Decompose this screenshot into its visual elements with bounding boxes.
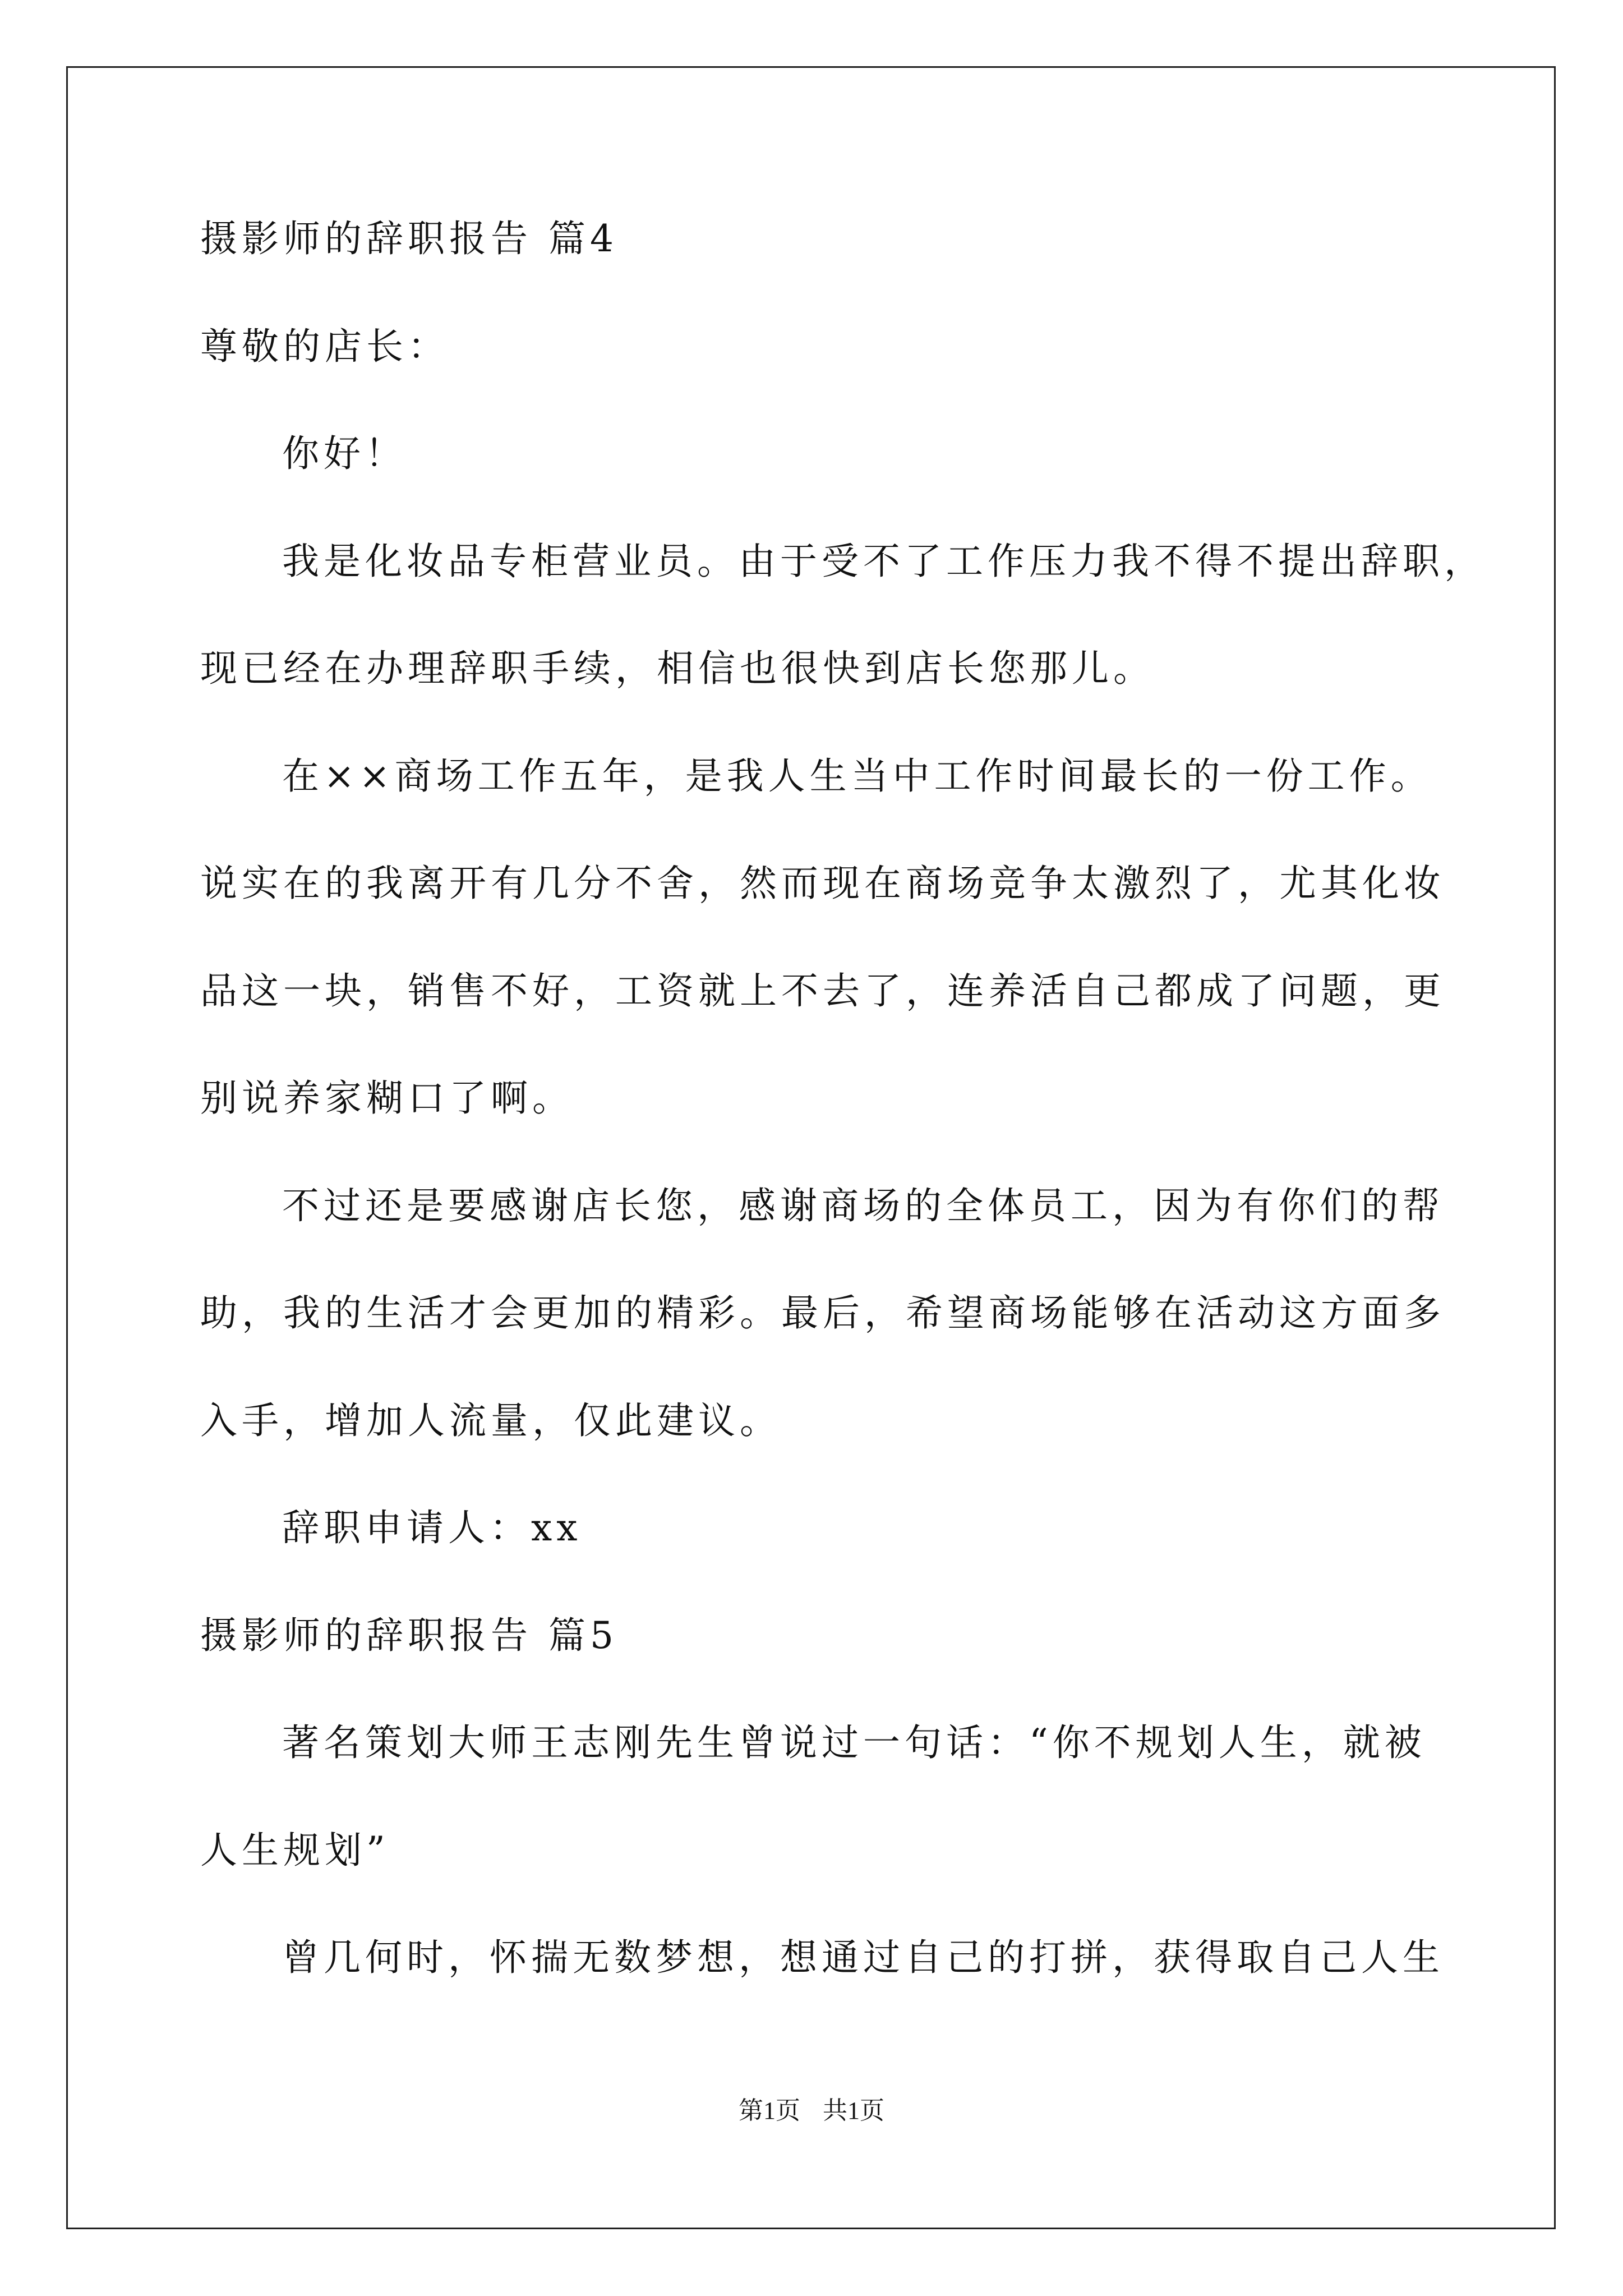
- salutation: 尊敬的店长：: [200, 324, 449, 368]
- page-footer: [0, 2094, 1623, 2128]
- body-line: 著名策划大师王志刚先生曾说过一句话：“你不规划人生，就被: [282, 1721, 1426, 1764]
- signature-line: 辞职申请人：xx: [282, 1506, 582, 1549]
- body-line: 在××商场工作五年，是我人生当中工作时间最长的一份工作。: [282, 754, 1432, 798]
- body-line: 现已经在办理辞职手续，相信也很快到店长您那儿。: [200, 647, 1155, 690]
- body-line: 品这一块，销售不好，工资就上不去了，连养活自己都成了问题，更: [200, 969, 1445, 1013]
- body-line: 说实在的我离开有几分不舍，然而现在商场竞争太激烈了，尤其化妆: [200, 862, 1445, 905]
- body-line: 人生规划”: [200, 1828, 390, 1872]
- body-line: 入手，增加人流量，仅此建议。: [200, 1398, 781, 1442]
- body-line: 我是化妆品专柜营业员。由于受不了工作压力我不得不提出辞职，: [282, 539, 1486, 583]
- body-line: 曾几何时，怀揣无数梦想，想通过自己的打拼，获得取自己人生: [282, 1936, 1444, 1979]
- section-heading-4: 摄影师的辞职报告 篇4: [200, 217, 618, 260]
- body-line: 别说养家糊口了啊。: [200, 1076, 574, 1120]
- section-heading-5: 摄影师的辞职报告 篇5: [200, 1613, 618, 1657]
- document-body: [200, 185, 1486, 2012]
- greeting: 你好！: [282, 432, 407, 475]
- page-number: 第1页: [739, 2097, 800, 2124]
- body-line: 不过还是要感谢店长您，感谢商场的全体员工，因为有你们的帮: [282, 1184, 1444, 1227]
- page-total: 共1页: [823, 2097, 884, 2124]
- body-line: 助，我的生活才会更加的精彩。最后，希望商场能够在活动这方面多: [200, 1291, 1445, 1335]
